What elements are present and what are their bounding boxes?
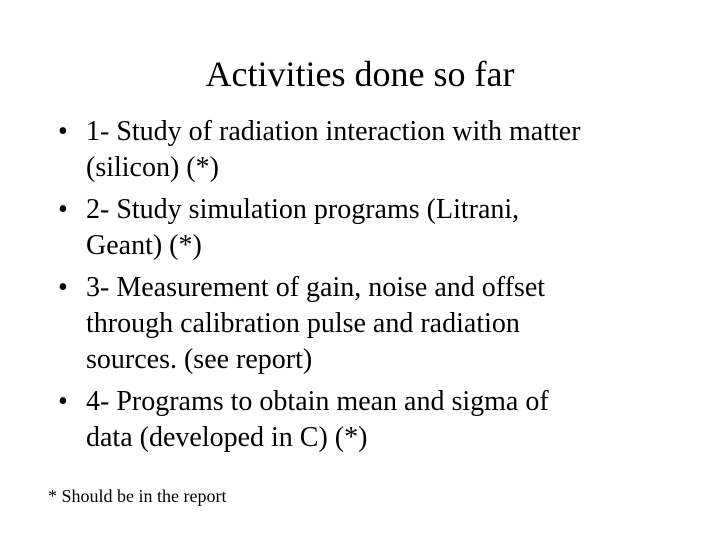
- bullet-item-1: [58, 114, 688, 186]
- bullet-text-line: 4- Programs to obtain mean and sigma of: [86, 386, 549, 417]
- bullet-icon: •: [58, 272, 68, 303]
- bullet-text-line: Geant) (*): [86, 230, 202, 261]
- slide-title: Activities done so far: [205, 54, 515, 94]
- bullet-text-line: sources. (see report): [86, 344, 313, 375]
- bullet-text-line: 1- Study of radiation interaction with matter: [86, 116, 581, 147]
- bullet-text-line: 2- Study simulation programs (Litrani,: [86, 194, 520, 225]
- bullet-icon: •: [58, 116, 68, 147]
- bullet-icon: •: [58, 194, 68, 225]
- bullet-text-line: 3- Measurement of gain, noise and offset: [86, 272, 546, 303]
- footnote: * Should be in the report: [48, 486, 227, 506]
- bullet-icon: •: [58, 386, 68, 417]
- bullet-item-4: [58, 384, 688, 456]
- bullet-list: [58, 114, 688, 462]
- bullet-text-line: data (developed in C) (*): [86, 422, 368, 453]
- bullet-text-line: (silicon) (*): [86, 152, 219, 183]
- bullet-item-3: [58, 270, 688, 378]
- bullet-text-line: through calibration pulse and radiation: [86, 308, 520, 339]
- bullet-item-2: [58, 192, 688, 264]
